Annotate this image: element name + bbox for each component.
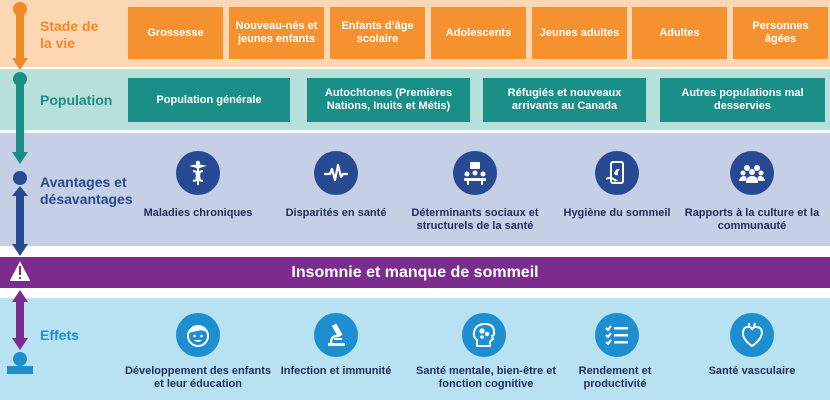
child-face-icon (176, 313, 220, 357)
advantages-row-label: Avantages et désavantages (40, 174, 133, 207)
population-row-label: Population (40, 92, 113, 108)
population-box: Autochtones (Premières Nations, Inuits et Métis) (307, 78, 470, 122)
heart-icon (730, 313, 774, 357)
phone-sleep-icon (595, 151, 639, 195)
microscope-icon (314, 313, 358, 357)
effect-label: Infection et immunité (280, 365, 392, 377)
effect-label: Santé vasculaire (708, 365, 796, 377)
brain-gears-icon (462, 313, 506, 357)
effect-label: Rendement et productivité (578, 365, 652, 390)
stage-box: Grossesse (128, 7, 223, 59)
stage-box: Enfants d’âge scolaire (330, 7, 425, 59)
stage-row-label: Stade de la vie (40, 18, 99, 51)
stage-box: Nouveau-nés et jeunes enfants (229, 7, 324, 59)
meeting-icon (453, 151, 497, 195)
caduceus-icon (176, 151, 220, 195)
advantage-label: Maladies chroniques (143, 207, 253, 219)
advantage-label: Hygiène du sommeil (563, 207, 671, 219)
effect-label: Santé mentale, bien-être et fonction cognitive (416, 365, 556, 390)
population-box: Population générale (128, 78, 290, 122)
timeline-connector (0, 0, 40, 400)
advantage-label: Rapports à la culture et la communauté (684, 207, 820, 232)
effect-label: Développement des enfants et leur éducation (124, 365, 272, 390)
advantage-label: Déterminants sociaux et structurels de la santé (411, 207, 539, 232)
stage-box: Personnes âgées (733, 7, 828, 59)
effects-row-label: Effets (40, 327, 79, 343)
community-icon (730, 151, 774, 195)
stage-box: Adultes (632, 7, 727, 59)
insomnia-title: Insomnie et manque de sommeil (291, 263, 539, 281)
stage-box: Jeunes adultes (532, 7, 627, 59)
population-box: Autres populations mal desservies (660, 78, 825, 122)
stage-box: Adolescents (431, 7, 526, 59)
advantage-label: Disparités en santé (285, 207, 387, 219)
population-box: Réfugiés et nouveaux arrivants au Canada (483, 78, 646, 122)
checklist-icon (595, 313, 639, 357)
heartbeat-icon (314, 151, 358, 195)
